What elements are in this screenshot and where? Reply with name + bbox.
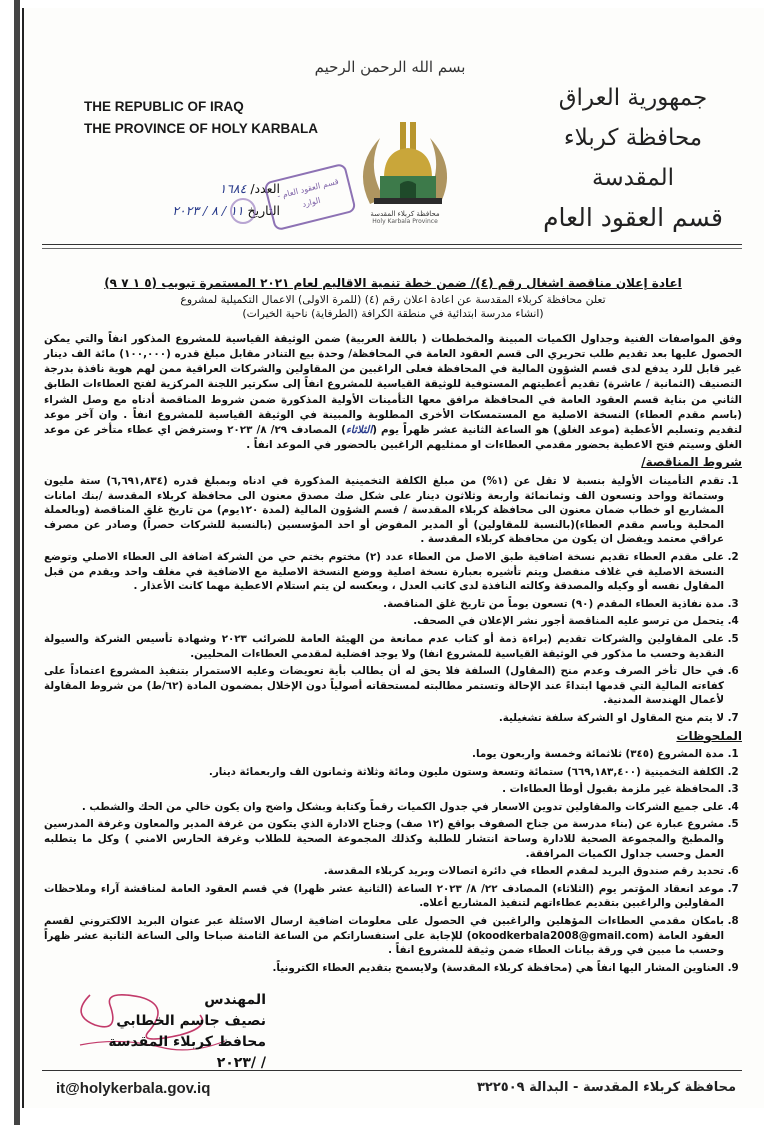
note-item: 6. تحديد رقم صندوق البريد لمقدم العطاء في دائرة اتصالات وبريد كربلاء المقدسة. — [44, 864, 724, 879]
reference-number: العدد/ ١٦٨٤ — [219, 181, 280, 196]
note-item: 2. الكلفة التخمينية (٦٦٩,١٨٣,٤٠٠) ستمائة وتسعة وستون مليون ومائة وثلاثة وثمانون الف واربعمائة دينار. — [44, 765, 724, 780]
signature-block — [96, 990, 266, 1074]
condition-item: 2. على مقدم العطاء تقديم نسخة اضافية طبق الاصل من العطاء عدد (٢) مختوم بختم حي من الشركة اضافة الى العطاء الاصلي وتوضع النسخة الاصلية في غلاف منفصل ويتم تأشيره بعبارة نسخة اصلية ووضع النسخة الاصلية مع الاضافية في مغلف واحد ويقدم من قبل المقاول نفسه أو وكيله والمصدقة وكالته النافذة لدى كاتب العدل ، وبعكسه لن يتم استلام الاعطية مهما كانت الأعذار . — [44, 550, 724, 594]
condition-item: 7. لا يتم منح المقاول او الشركة سلفة تشغيلية. — [44, 711, 724, 726]
basmala: بسم الله الرحمن الرحيم — [314, 58, 466, 76]
conditions-list — [44, 474, 742, 726]
logo-caption: محافظة كربلاء المقدسة Holy Karbala Province — [370, 210, 440, 225]
announcement-subtitle: تعلن محافظة كربلاء المقدسة عن اعادة اعلان رقم (٤) (للمرة الاولى) الاعمال التكميلية لمشروع — [180, 292, 606, 306]
english-header-line2: THE PROVINCE OF HOLY KARBALA — [84, 121, 319, 136]
condition-item: 6. في حال تأخر الصرف وعدم منح (المقاول) السلفة فلا يحق له أن يطالب بأية تعويضات وعليه الاستمرار بتنفيذ المشروع اعتماداً على كفاءته المالية التي قدمها ابتداءً عند الإحالة وتستمر مطالبته لمستحقاته أصولياً دون الإخلال بمضمون المادة (٦٢/ط) من شروط المقاولة لأعمال الهندسة المدنية. — [44, 664, 724, 708]
reference-date: التاريخ ١١ / ٨ / ٢٠٢٣ — [172, 203, 280, 218]
received-stamp: قسم العقود العام - الوارد — [263, 163, 357, 232]
footer-divider — [42, 1070, 742, 1071]
condition-item: 1. تقدم التأمينات الأولية بنسبة لا تقل عن (١%) من مبلغ الكلفة التخمينية المذكورة في ادناه وبمبلغ قدره (٦,٦٩١,٨٣٤) ستة مليون وستمائة وواحد وتسعون الف وثمانمائة واربعة وثلاثون دينار على شكل صك مصدق معنون الى محافظة كربلاء المقدسة /بنك امانات المشاريع او خطاب ضمان معنون الى محافظة كربلاء المقدسة / قسم الشؤون المالية (لمدة ١٢٠يوم) من تاريخ غلق المناقصة (وبالعملة المحلية وباسم مقدم العطاء)(بالنسبة للمقاولين) أو المدير المفوض أو احد المؤسسين (بالنسبة للشركات حصراً) وصادر عن مصرف عراقي معتمد ويفضل ان يكون من محافظة كربلاء المقدسة . — [44, 474, 724, 547]
arabic-header — [528, 78, 738, 238]
note-item: 7. موعد انعقاد المؤتمر يوم (الثلاثاء) المصادف ٢٢/ ٨/ ٢٠٢٣ الساعة (الثانية عشر ظهرا) في قسم العقود العامة لمناقشة آراء وملاحظات المقاولين والراغبين بتقديم عطاءاتهم لتنفيذ المشاريع أعلاه. — [44, 882, 724, 911]
announcement-body — [44, 276, 742, 978]
stamp-circle-icon — [230, 198, 256, 224]
footer-address: محافظة كربلاء المقدسة - البدالة ٣٢٢٥٠٩ — [477, 1080, 736, 1095]
notes-heading: الملحوظات — [676, 728, 742, 743]
contact-email-link[interactable]: okoodkerbala2008@gmail.com — [471, 929, 649, 942]
english-header-line1: THE REPUBLIC OF IRAQ — [84, 99, 244, 114]
condition-item: 5. على المقاولين والشركات تقديم (براءة ذمة أو كتاب عدم ممانعة من الهيئة العامة للضرائب ٢٠٢٣ وشهادة تأسيس الشركة والسيولة النقدية وحسب ما مذكور في الوثيقة القياسية للمشروع انفا) ولا يوجد افضلية لمقدمي العطاءات المحليين. — [44, 632, 724, 661]
english-header — [84, 96, 318, 140]
signature-date: / /٢٠٢٣ — [216, 1055, 266, 1071]
intro-paragraph: وفق المواصفات الفنية وجداول الكميات المبينة والمخططات ( باللغة العربية) ضمن الوثيقة القياسية للمشروع المذكور انفاً والتي يمكن الحصول عليها بعد تقديم طلب تحريري الى قسم العقود العامة في المحافظة/ وحدة بيع التنادر مقابل مبلغ قدره (١٠٠,٠٠٠) مائة الف دينار غير قابل للرد يدفع لدى قسم الشؤون المالية في المحافظة فعلى الراغبين من المقاولين والشركات العراقية ممن لهم هوية نافذة بدرجة التصنيف (الثمانية / عاشرة) تقديم أعطيتهم المستوفية للوثيقة القياسية للمشروع انفاً إلى سكرتير اللجنة المركزية لفتح العطاءات الطابق الثاني من بناية قسم العقود العامة في المحافظة مرافق معها التأمينات الأولية المذكورة ضمن شروط المناقصة أدناه مع وصل الشراء (باسم مقدم العطاء) النسخة الاصلية مع المستمسكات الأخرى المطلوبة والمبينة في الوثيقة القياسية للمشروع انفاً . وان آخر موعد لتقديم وتسليم الأعطية (موعد الغلق) هو الساعة الثانية عشر ظهراً يوم (الثلاثاء) المصادف ٢٩/ ٨/ ٢٠٢٣ وسترفض اي عطاء متأخر عن موعد الغلق وسيتم فتح الاعطية بحضور مقدمي العطاءات او ممثليهم الراغبين بالحضور في الموعد انفاً . — [44, 332, 743, 452]
project-name: (انشاء مدرسة ابتدائية في منطقة الكرافة (الطرفاية) ناحية الخيرات) — [242, 307, 544, 321]
announcement-title: اعادة إعلان مناقصة اشغال رقم (٤)/ ضمن خطة تنمية الاقاليم لعام ٢٠٢١ المستمرة تبويب (٥ ١ ٧ ٩) — [104, 276, 682, 290]
note-item: 1. مدة المشروع (٣٤٥) ثلاثمائة وخمسة واربعون يوما. — [44, 747, 724, 762]
scan-edge — [14, 0, 20, 1125]
arabic-header-line1: جمهورية العراق — [558, 85, 708, 111]
conditions-heading: شروط المناقصة/ — [641, 455, 742, 470]
condition-item: 3. مدة نفاذية العطاء المقدم (٩٠) تسعون يوماً من تاريخ غلق المناقصة. — [44, 597, 724, 612]
note-item-email: 8. بامكان مقدمي العطاءات المؤهلين والراغبين في الحصول على معلومات اضافية ارسال الاسئلة عبر عنوان البريد الالكتروني لقسم العقود العامة (okoodkerbala2008@gmail.com) للإجابة على استفساراتكم من الساعة الثامنة صباحا والى الساعة الثانية عشر ظهراً وحسب ما مبين في ورقة بيانات العطاء ضمن وثيقة للمشروع انفاً . — [44, 914, 724, 958]
note-item: 4. على جميع الشركات والمقاولين تدوين الاسعار في جدول الكميات رقماً وكتابة وبشكل واضح وان يكون خالي من الحك والشطب . — [44, 800, 724, 815]
condition-item: 4. يتحمل من ترسو عليه المناقصة أجور نشر الإعلان في الصحف. — [44, 614, 724, 629]
karbala-logo-icon — [350, 108, 460, 220]
footer-email[interactable]: it@holykerbala.gov.iq — [56, 1080, 211, 1097]
signature-position: محافظ كربلاء المقدسة — [108, 1034, 266, 1050]
arabic-header-line2: محافظة كربلاء المقدسة — [563, 125, 703, 191]
header-divider — [42, 244, 742, 245]
note-item: 9. العناوين المشار اليها انفاً هي (محافظة كربلاء المقدسة) ولايسمح بتقديم العطاء الكترونياً. — [44, 961, 724, 976]
header-divider-thin — [42, 248, 742, 249]
note-item: 5. مشروع عبارة عن (بناء مدرسة من جناح الصفوف بواقع (١٢ صف) وجناح الادارة الذي يتكون من غرفة المدير والمعاون وغرفة المدرسين والمطبخ والمجموعة الصحية للادارة وساحة انتشار للطلبة وكذلك المجموعة الصحية للطلاب وغرفة الحارس الامني ) وكل ما يتطلبه العمل وحسب جداول الكميات المرافقة. — [44, 817, 724, 861]
signature-name: نصيف جاسم الخطابي — [116, 1013, 266, 1029]
notes-list — [44, 747, 742, 975]
signature-title: المهندس — [204, 992, 266, 1008]
note-item: 3. المحافظة غير ملزمة بقبول أوطأ العطاءات . — [44, 782, 724, 797]
arabic-header-line3: قسم العقود العام — [543, 203, 723, 232]
